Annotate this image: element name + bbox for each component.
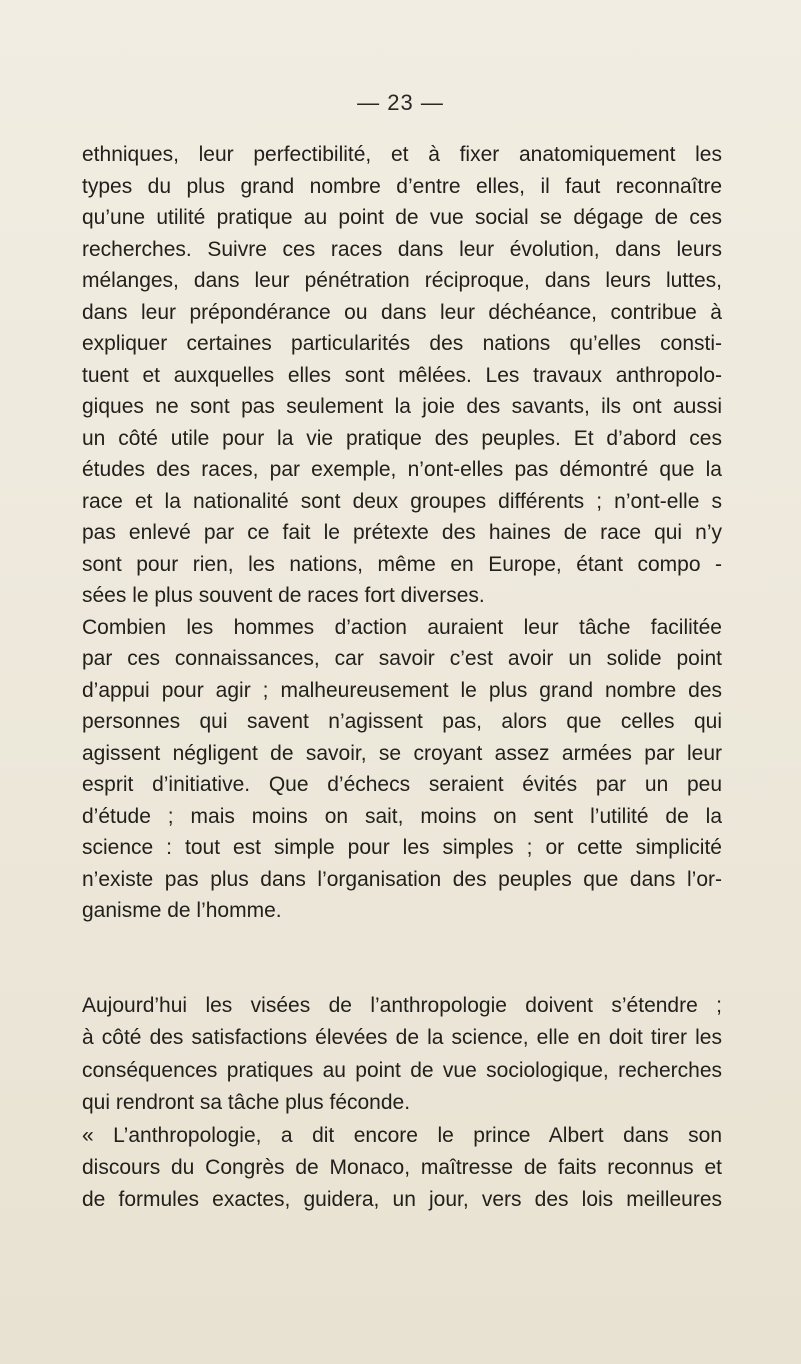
text-line: expliquer certaines particularités des nations qu’elles consti- (82, 332, 722, 355)
text-line: personnes qui savent n’agissent pas, alors que celles qui (82, 710, 722, 733)
text-line: pas enlevé par ce fait le prétexte des haines de race qui n’y (82, 521, 722, 544)
text-line: conséquences pratiques au point de vue sociologique, recherches (82, 1058, 722, 1082)
text-line: mélanges, dans leur pénétration réciproque, dans leurs luttes, (82, 269, 722, 292)
text-block-lower (82, 990, 722, 1217)
text-line: discours du Congrès de Monaco, maîtresse de faits reconnus et (82, 1155, 722, 1179)
text-line: Combien les hommes d’action auraient leur tâche facilitée (82, 615, 722, 639)
text-line: « L’anthropologie, a dit encore le prince Albert dans son (82, 1123, 722, 1147)
text-line: n’existe pas plus dans l’organisation des peuples que dans l’or- (82, 867, 722, 891)
text-line: par ces connaissances, car savoir c’est avoir un solide point (82, 647, 722, 670)
text-line: Aujourd’hui les visées de l’anthropologie doivent s’étendre ; (82, 994, 722, 1017)
text-block-upper (82, 139, 722, 927)
text-line: tuent et auxquelles elles sont mêlées. Les travaux anthropolo- (82, 363, 722, 387)
page-number: — 23 — (357, 90, 444, 115)
text-line: qui rendront sa tâche plus féconde. (82, 1091, 411, 1115)
text-line: sont pour rien, les nations, même en Europe, étant compo - (82, 552, 722, 576)
text-line: agissent négligent de savoir, se croyant assez armées par leur (82, 741, 722, 765)
text-line: qu’une utilité pratique au point de vue social se dégage de ces (82, 206, 722, 229)
text-line: un côté utile pour la vie pratique des peuples. Et d’abord ces (82, 426, 722, 450)
text-line: esprit d’initiative. Que d’échecs seraient évités par un peu (82, 773, 722, 796)
text-line: d’étude ; mais moins on sait, moins on sent l’utilité de la (82, 804, 722, 828)
text-line: dans leur prépondérance ou dans leur déchéance, contribue à (82, 300, 722, 324)
text-line: recherches. Suivre ces races dans leur évolution, dans leurs (82, 237, 722, 261)
text-line: sées le plus souvent de races fort diverses. (82, 584, 485, 607)
text-line: giques ne sont pas seulement la joie des savants, ils ont aussi (82, 395, 722, 418)
text-line: race et la nationalité sont deux groupes différents ; n’ont-elle s (82, 489, 722, 513)
text-line: à côté des satisfactions élevées de la science, elle en doit tirer les (82, 1026, 722, 1050)
text-line: études des races, par exemple, n’ont-elles pas démontré que la (82, 458, 722, 481)
text-line: d’appui pour agir ; malheureusement le plus grand nombre des (82, 678, 722, 702)
text-line: ethniques, leur perfectibilité, et à fixer anatomiquement les (82, 143, 722, 166)
text-line: de formules exactes, guidera, un jour, vers des lois meilleures (82, 1188, 722, 1212)
text-line: types du plus grand nombre d’entre elles, il faut reconnaître (82, 174, 722, 198)
text-line: science : tout est simple pour les simples ; or cette simplicité (82, 836, 722, 859)
text-line: ganisme de l’homme. (82, 899, 282, 922)
